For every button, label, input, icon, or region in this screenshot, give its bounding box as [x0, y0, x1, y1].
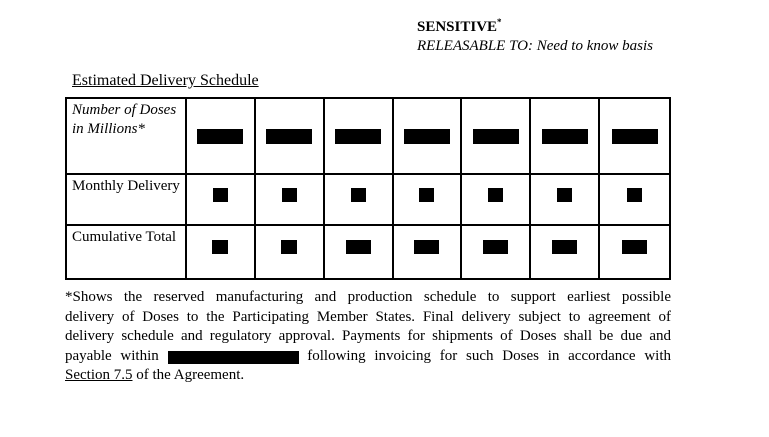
redaction-bar — [483, 240, 508, 254]
redaction-bar — [414, 240, 439, 254]
redaction-bar — [213, 188, 228, 202]
row-label: Cumulative Total — [67, 226, 187, 278]
row-label: Number of Doses in Millions* — [67, 99, 187, 175]
redaction-bar — [542, 129, 588, 144]
schedule-cell — [462, 99, 531, 175]
schedule-cell — [531, 99, 600, 175]
footnote-line — [65, 366, 671, 386]
redaction-bar — [552, 240, 577, 254]
redaction-bar — [168, 351, 299, 364]
footnote-line — [65, 347, 671, 367]
schedule-cell — [187, 226, 256, 278]
schedule-cell — [600, 99, 669, 175]
redaction-bar — [282, 188, 297, 202]
footnote-text: following invoicing for such Doses in accordance with — [298, 347, 671, 364]
delivery-schedule-table — [65, 97, 671, 280]
redaction-bar — [346, 240, 371, 254]
redaction-bar — [212, 240, 228, 254]
redaction-bar — [335, 129, 381, 144]
schedule-cell — [600, 226, 669, 278]
redaction-bar — [612, 129, 658, 144]
schedule-cell — [325, 226, 394, 278]
redaction-bar — [351, 188, 366, 202]
footnote-line — [65, 308, 671, 328]
schedule-cell — [325, 175, 394, 226]
footnote-line — [65, 327, 671, 347]
schedule-cell — [187, 99, 256, 175]
redaction-bar — [266, 129, 312, 144]
schedule-cell — [531, 226, 600, 278]
footnote-text: delivery schedule and regulatory approval. Payments for shipments of Doses shall be due and — [65, 328, 671, 344]
schedule-cell — [462, 226, 531, 278]
classification-block — [417, 13, 653, 56]
schedule-cell — [531, 175, 600, 226]
schedule-cell — [394, 175, 463, 226]
schedule-cell — [394, 99, 463, 175]
schedule-cell — [187, 175, 256, 226]
redaction-bar — [197, 129, 243, 144]
redaction-bar — [473, 129, 519, 144]
schedule-cell — [394, 226, 463, 278]
redaction-bar — [627, 188, 642, 202]
redaction-bar — [488, 188, 503, 202]
footnote-text: delivery of Doses to the Participating Member States. Final delivery subject to agreement of — [65, 308, 671, 325]
footnote-paragraph — [65, 288, 671, 386]
schedule-cell — [600, 175, 669, 226]
classification-label — [417, 13, 653, 37]
schedule-cell — [256, 175, 325, 226]
classification-asterisk: * — [497, 17, 502, 27]
row-label: Monthly Delivery — [67, 175, 187, 226]
classification-text: SENSITIVE — [417, 19, 498, 35]
footnote-line — [65, 288, 671, 308]
schedule-cell — [325, 99, 394, 175]
redaction-bar — [419, 188, 434, 202]
schedule-cell — [256, 226, 325, 278]
footnote-text: payable within — [65, 347, 168, 364]
schedule-cell — [256, 99, 325, 175]
section-title: Estimated Delivery Schedule — [72, 72, 259, 89]
redaction-bar — [281, 240, 297, 254]
schedule-cell — [462, 175, 531, 226]
redaction-bar — [404, 129, 450, 144]
footnote-text: of the Agreement. — [132, 367, 245, 383]
footnote-text: *Shows the reserved manufacturing and production schedule to support earliest possible — [65, 289, 671, 305]
redaction-bar — [622, 240, 647, 254]
redaction-bar — [557, 188, 572, 202]
section-reference: Section 7.5 — [65, 367, 133, 383]
releasable-line: RELEASABLE TO: Need to know basis — [417, 38, 653, 54]
